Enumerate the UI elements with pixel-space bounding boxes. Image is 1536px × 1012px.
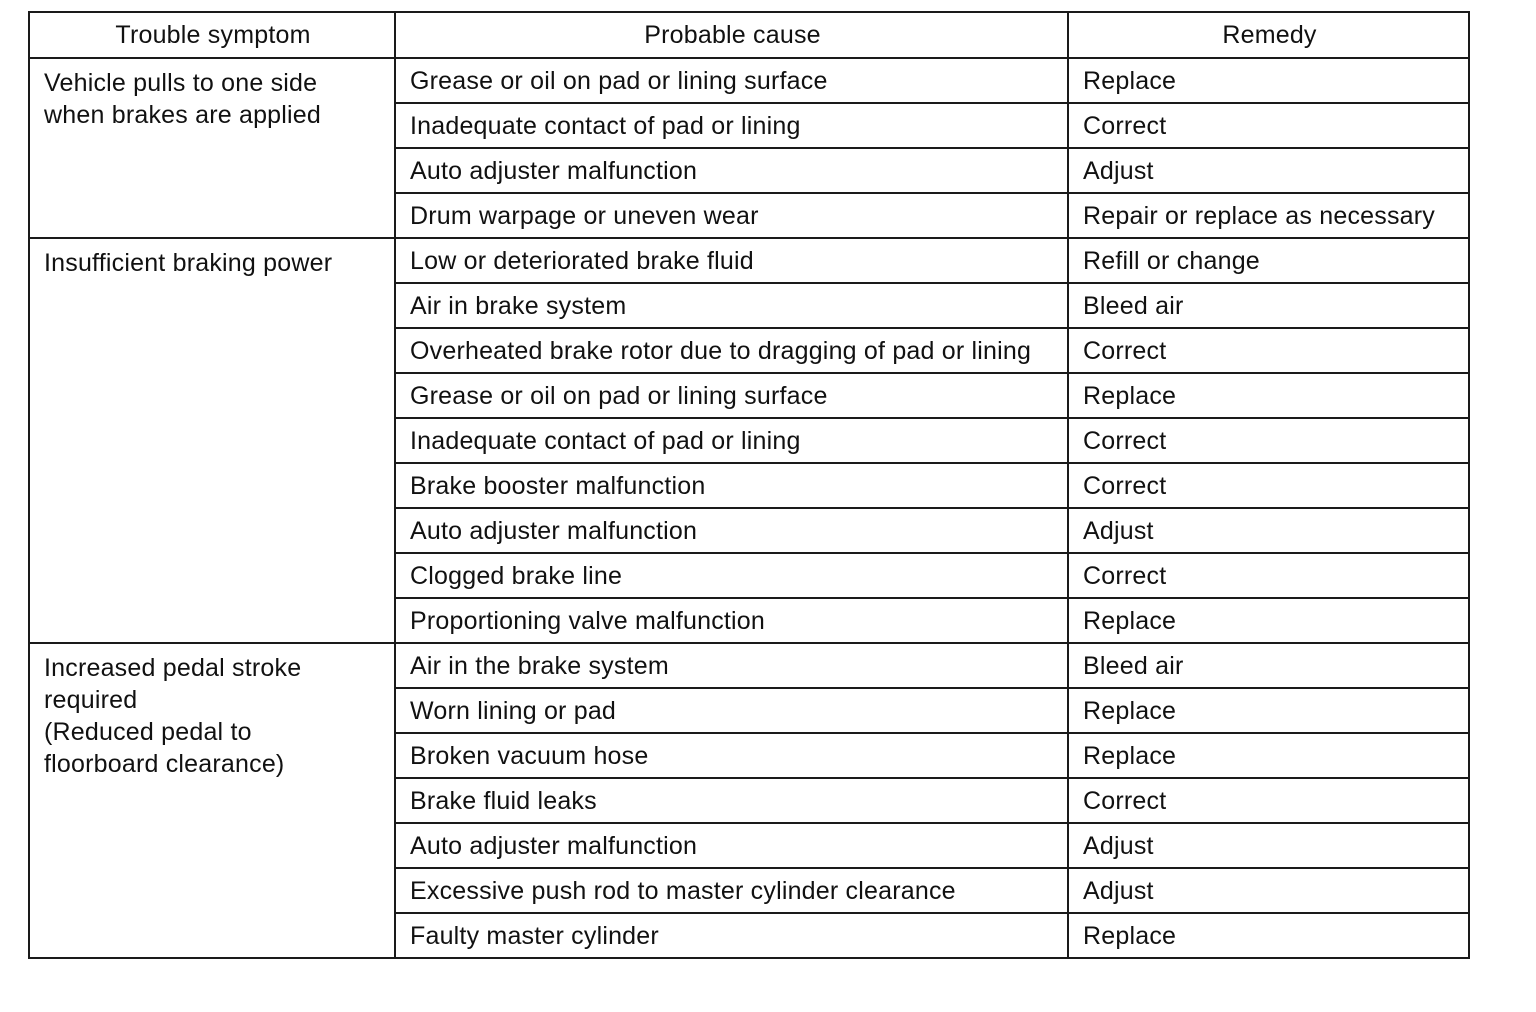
symptom-text-line: required bbox=[44, 686, 138, 714]
probable-cause-cell: Auto adjuster malfunction bbox=[395, 148, 1068, 193]
remedy-cell: Correct bbox=[1068, 103, 1469, 148]
troubleshooting-table bbox=[28, 11, 1470, 959]
remedy-cell: Repair or replace as necessary bbox=[1068, 193, 1469, 238]
probable-cause-cell: Air in the brake system bbox=[395, 643, 1068, 688]
trouble-symptom-cell bbox=[29, 58, 395, 238]
symptom-text-line: Vehicle pulls to one side bbox=[44, 69, 318, 97]
trouble-symptom-cell bbox=[29, 643, 395, 958]
symptom-text-line: Insufficient braking power bbox=[44, 249, 333, 277]
probable-cause-cell: Excessive push rod to master cylinder clearance bbox=[395, 868, 1068, 913]
remedy-cell: Replace bbox=[1068, 373, 1469, 418]
remedy-cell: Adjust bbox=[1068, 823, 1469, 868]
probable-cause-cell: Auto adjuster malfunction bbox=[395, 508, 1068, 553]
header-probable-cause: Probable cause bbox=[395, 12, 1068, 58]
remedy-cell: Replace bbox=[1068, 688, 1469, 733]
remedy-cell: Replace bbox=[1068, 58, 1469, 103]
probable-cause-cell: Broken vacuum hose bbox=[395, 733, 1068, 778]
remedy-cell: Correct bbox=[1068, 463, 1469, 508]
remedy-cell: Bleed air bbox=[1068, 283, 1469, 328]
probable-cause-cell: Drum warpage or uneven wear bbox=[395, 193, 1068, 238]
remedy-cell: Bleed air bbox=[1068, 643, 1469, 688]
remedy-cell: Refill or change bbox=[1068, 238, 1469, 283]
table-header bbox=[29, 12, 1469, 58]
probable-cause-cell: Proportioning valve malfunction bbox=[395, 598, 1068, 643]
header-trouble-symptom: Trouble symptom bbox=[29, 12, 395, 58]
symptom-text-line: floorboard clearance) bbox=[44, 750, 285, 778]
table-body bbox=[29, 58, 1469, 958]
probable-cause-cell: Brake fluid leaks bbox=[395, 778, 1068, 823]
header-remedy: Remedy bbox=[1068, 12, 1469, 58]
probable-cause-cell: Overheated brake rotor due to dragging of pad or lining bbox=[395, 328, 1068, 373]
probable-cause-cell: Clogged brake line bbox=[395, 553, 1068, 598]
probable-cause-cell: Faulty master cylinder bbox=[395, 913, 1068, 958]
remedy-cell: Adjust bbox=[1068, 868, 1469, 913]
probable-cause-cell: Brake booster malfunction bbox=[395, 463, 1068, 508]
probable-cause-cell: Grease or oil on pad or lining surface bbox=[395, 373, 1068, 418]
table-row bbox=[29, 58, 1469, 103]
symptom-text-line: (Reduced pedal to bbox=[44, 718, 252, 746]
probable-cause-cell: Inadequate contact of pad or lining bbox=[395, 418, 1068, 463]
remedy-cell: Replace bbox=[1068, 598, 1469, 643]
symptom-text-line: when brakes are applied bbox=[44, 101, 321, 129]
remedy-cell: Correct bbox=[1068, 328, 1469, 373]
probable-cause-cell: Worn lining or pad bbox=[395, 688, 1068, 733]
table-row bbox=[29, 643, 1469, 688]
symptom-text-line: Increased pedal stroke bbox=[44, 654, 302, 682]
probable-cause-cell: Auto adjuster malfunction bbox=[395, 823, 1068, 868]
probable-cause-cell: Grease or oil on pad or lining surface bbox=[395, 58, 1068, 103]
remedy-cell: Correct bbox=[1068, 553, 1469, 598]
probable-cause-cell: Inadequate contact of pad or lining bbox=[395, 103, 1068, 148]
remedy-cell: Adjust bbox=[1068, 508, 1469, 553]
remedy-cell: Replace bbox=[1068, 913, 1469, 958]
trouble-symptom-cell bbox=[29, 238, 395, 643]
probable-cause-cell: Air in brake system bbox=[395, 283, 1068, 328]
header-row bbox=[29, 12, 1469, 58]
remedy-cell: Correct bbox=[1068, 418, 1469, 463]
remedy-cell: Correct bbox=[1068, 778, 1469, 823]
probable-cause-cell: Low or deteriorated brake fluid bbox=[395, 238, 1068, 283]
remedy-cell: Adjust bbox=[1068, 148, 1469, 193]
table-row bbox=[29, 238, 1469, 283]
remedy-cell: Replace bbox=[1068, 733, 1469, 778]
